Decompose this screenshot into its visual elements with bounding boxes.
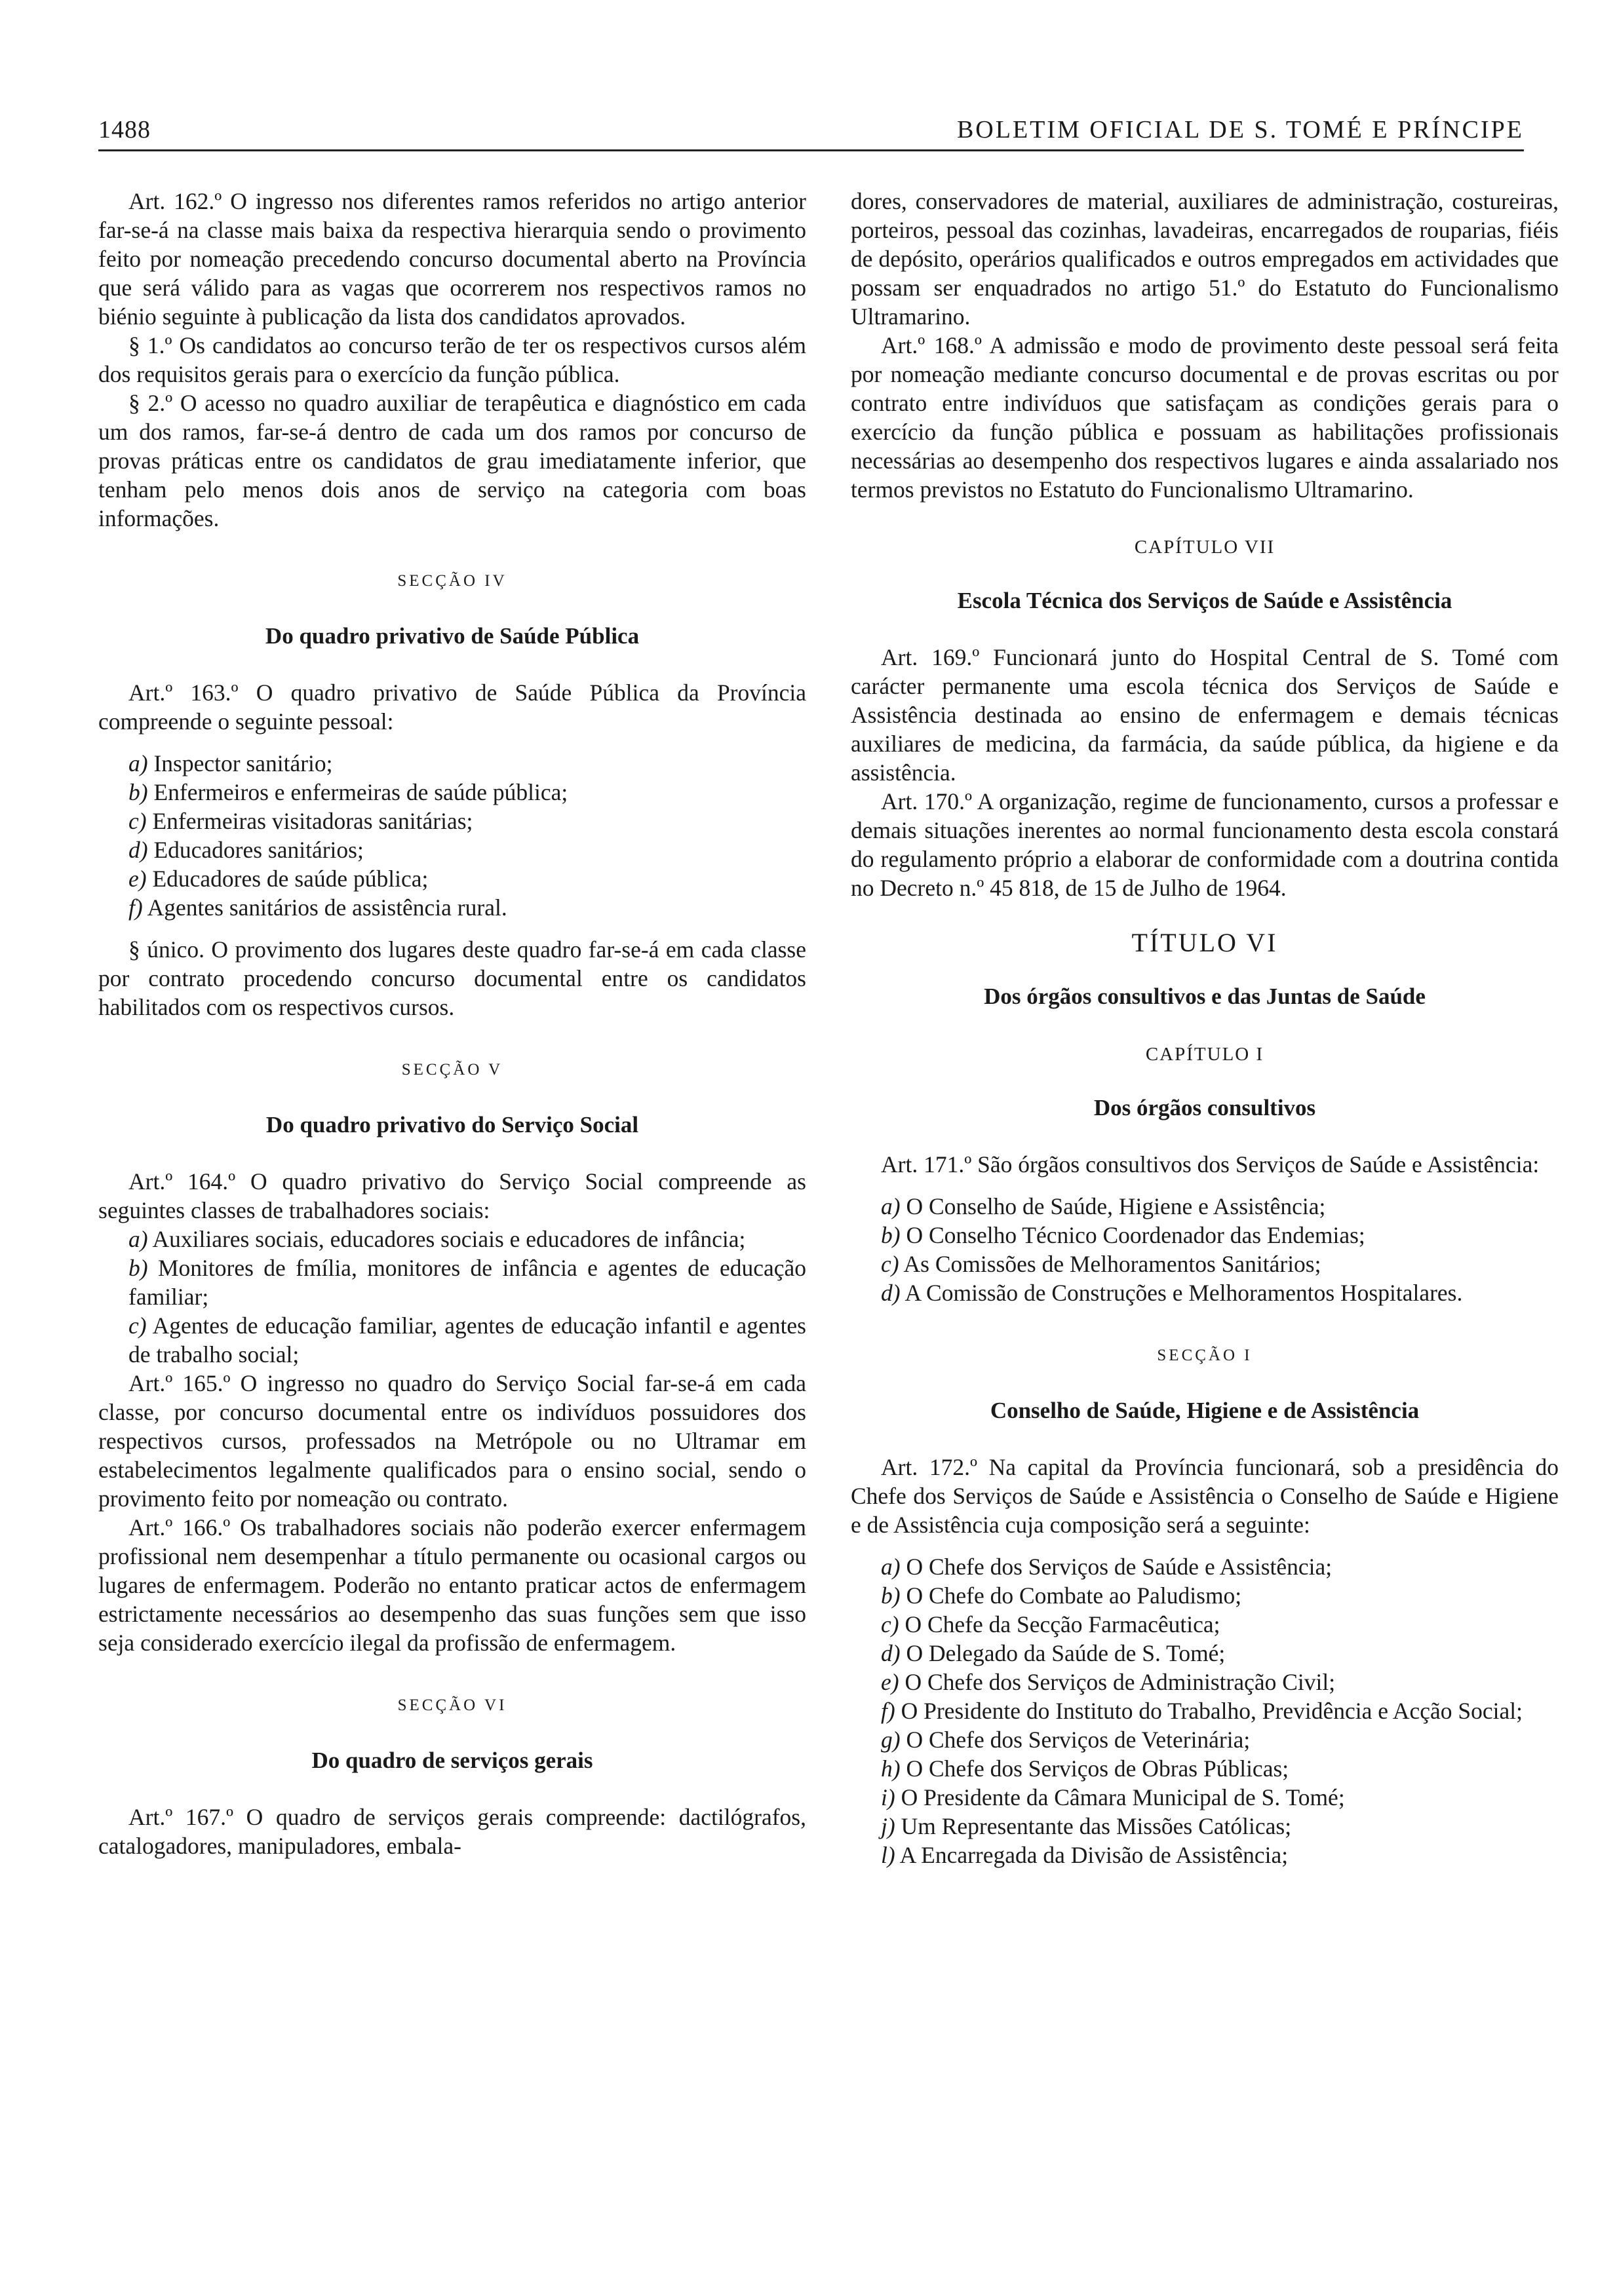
list-letter: d) [128, 837, 148, 863]
list-item [98, 778, 806, 807]
list-text: O Chefe dos Serviços de Administração Civil; [905, 1669, 1336, 1695]
article-166: Art.º 166.º Os trabalhadores sociais não poderão exercer enfermagem profissional nem desempenhar a título permanente ou ocasional cargos ou lugares de enfermagem. Poderão no entanto praticar actos de enfermagem estrictamente necessários ao desempenho das suas funções sem que isso seja considerado exercício ilegal da profissão de enfermagem. [98, 1514, 806, 1656]
list-item [98, 1253, 806, 1311]
list-letter: b) [128, 1255, 148, 1281]
list-text: O Chefe do Combate ao Paludismo; [906, 1582, 1242, 1609]
section-vi-heading: Do quadro de serviços gerais [311, 1748, 593, 1773]
section-v-heading: Do quadro privativo do Serviço Social [265, 1112, 639, 1138]
article-170: Art. 170.º A organização, regime de funcionamento, cursos a professar e demais situações inerentes ao normal funcionamento desta escola constará do regulamento próprio a elaborar de conformidade com a doutrina contida no Decreto n.º 45 818, de 15 de Julho de 1964. [851, 788, 1559, 901]
list-text: Monitores de fmília, monitores de infância e agentes de educação familiar; [128, 1255, 807, 1310]
article-162-paragraph-2: § 2.º O acesso no quadro auxiliar de terapêutica e diagnóstico em cada um dos ramos, far-se-á dentro de cada um dos ramos por concurso de provas práticas entre os candidatos de grau imediatamente inferior, que tenham pelo menos dois anos de serviço na categoria com boas informações. [98, 390, 806, 531]
list-text: Um Representante das Missões Católicas; [901, 1813, 1292, 1839]
list-text: Agentes sanitários de assistência rural. [147, 894, 507, 921]
list-letter: e) [881, 1669, 899, 1695]
list-text: O Chefe da Secção Farmacêutica; [905, 1611, 1220, 1637]
list-text: O Conselho de Saúde, Higiene e Assistência; [906, 1193, 1326, 1219]
article-162: Art. 162.º O ingresso nos diferentes ramos referidos no artigo anterior far-se-á na classe mais baixa da respectiva hierarquia sendo o provimento feito por nomeação precedendo concurso documental aberto na Província que será válido para as vagas que ocorrerem nos respectivos ramos no biénio seguinte à publicação da lista dos candidatos aprovados. [98, 188, 806, 330]
spacer [98, 922, 806, 935]
list-text: O Presidente da Câmara Municipal de S. Tomé; [901, 1784, 1345, 1810]
list-text: As Comissões de Melhoramentos Sanitários; [903, 1251, 1321, 1277]
list-item [98, 864, 806, 893]
list-letter: j) [881, 1813, 895, 1839]
list-item [98, 835, 806, 864]
list-text: Educadores sanitários; [153, 837, 364, 863]
list-letter: d) [881, 1280, 901, 1306]
list-letter: f) [128, 894, 143, 921]
list-letter: h) [881, 1755, 901, 1782]
list-letter: i) [881, 1784, 895, 1810]
section-vi-label: SECÇÃO VI [397, 1696, 507, 1714]
chapter-vii-heading: Escola Técnica dos Serviços de Saúde e Assistência [957, 588, 1452, 613]
list-letter: b) [881, 1222, 901, 1248]
right-column [851, 187, 1559, 1869]
list-text: A Comissão de Construções e Melhoramentos Hospitalares. [905, 1280, 1463, 1306]
spacer [851, 1179, 1559, 1192]
list-text: Enfermeiros e enfermeiras de saúde pública; [153, 779, 568, 805]
list-item [98, 893, 806, 922]
list-text: Inspector sanitário; [153, 750, 333, 776]
section-iv-label: SECÇÃO IV [397, 572, 507, 590]
list-text: Enfermeiras visitadoras sanitárias; [152, 808, 473, 834]
list-item [851, 1725, 1559, 1754]
list-letter: f) [881, 1698, 895, 1724]
list-text: Educadores de saúde pública; [152, 866, 429, 892]
list-item [851, 1668, 1559, 1696]
article-165: Art.º 165.º O ingresso no quadro do Serviço Social far-se-á em cada classe, por concurso documental entre os indivíduos possuidores dos respectivos cursos, professados na Metrópole ou no Ultramar em estabelecimentos legalmente qualificados para o ensino social, sendo o provimento feito por nomeação ou contrato. [98, 1370, 806, 1512]
left-column [98, 187, 806, 1860]
article-169: Art. 169.º Funcionará junto do Hospital Central de S. Tomé com carácter permanente uma escola técnica dos Serviços de Saúde e Assistência destinada ao ensino de enfermagem e demais técnicas auxiliares de medicina, da farmácia, da saúde pública, da higiene e da assistência. [851, 644, 1559, 786]
list-letter: c) [881, 1611, 899, 1637]
section-i-label: SECÇÃO I [1157, 1347, 1253, 1364]
list-text: O Conselho Técnico Coordenador das Endemias; [906, 1222, 1365, 1248]
chapter-vii-label: CAPÍTULO VII [1134, 537, 1275, 558]
article-168: Art.º 168.º A admissão e modo de provimento deste pessoal será feita por nomeação mediante concurso documental e de provas escritas ou por contrato entre indivíduos que satisfaçam as condições gerais para o exercício da função pública e possuam as habilitações profissionais necessárias ao desempenho dos respectivos lugares e ainda assalariado nos termos previstos no Estatuto do Funcionalismo Ultramarino. [851, 332, 1559, 503]
page-header [98, 98, 1524, 144]
chapter-i-label: CAPÍTULO I [1145, 1044, 1264, 1065]
list-item [851, 1610, 1559, 1639]
list-text: O Chefe dos Serviços de Saúde e Assistência; [906, 1554, 1333, 1580]
list-item [851, 1250, 1559, 1278]
list-item [851, 1696, 1559, 1725]
list-item [851, 1639, 1559, 1668]
list-item [851, 1754, 1559, 1783]
list-letter: c) [128, 808, 147, 834]
article-163: Art.º 163.º O quadro privativo de Saúde Pública da Província compreende o seguinte pessoal: [98, 679, 806, 735]
list-item [851, 1812, 1559, 1841]
list-item [98, 807, 806, 835]
list-letter: b) [128, 779, 148, 805]
list-item [851, 1278, 1559, 1307]
section-v-label: SECÇÃO V [401, 1061, 503, 1079]
list-text: Auxiliares sociais, educadores sociais e educadores de infância; [152, 1226, 746, 1252]
header-rule [98, 149, 1524, 151]
article-167-start: Art.º 167.º O quadro de serviços gerais compreende: dactilógrafos, catalogadores, manipuladores, embala- [98, 1804, 806, 1859]
list-item [851, 1552, 1559, 1581]
article-171: Art. 171.º São órgãos consultivos dos Serviços de Saúde e Assistência: [881, 1151, 1540, 1177]
list-letter: b) [881, 1582, 901, 1609]
list-letter: a) [128, 750, 148, 776]
title-vi-heading: Dos órgãos consultivos e das Juntas de Saúde [984, 984, 1426, 1009]
list-item [851, 1221, 1559, 1250]
list-item [98, 1311, 806, 1369]
page-number: 1488 [98, 116, 151, 144]
list-letter: a) [128, 1226, 148, 1252]
list-item [851, 1841, 1559, 1869]
list-text: Agentes de educação familiar, agentes de educação infantil e agentes de trabalho social; [128, 1312, 807, 1368]
list-letter: a) [881, 1554, 901, 1580]
list-item [98, 749, 806, 778]
article-172: Art. 172.º Na capital da Província funcionará, sob a presidência do Chefe dos Serviços de Saúde e Assistência o Conselho de Saúde e Higiene e de Assistência cuja composição será a seguinte: [851, 1454, 1559, 1538]
list-letter: a) [881, 1193, 901, 1219]
list-letter: l) [881, 1842, 895, 1868]
article-164: Art.º 164.º O quadro privativo do Serviço Social compreende as seguintes classes de trabalhadores sociais: [98, 1168, 806, 1223]
section-i-heading: Conselho de Saúde, Higiene e de Assistência [990, 1398, 1420, 1423]
chapter-i-heading: Dos órgãos consultivos [1093, 1095, 1316, 1120]
list-letter: e) [128, 866, 147, 892]
list-item [851, 1581, 1559, 1610]
list-text: O Presidente do Instituto do Trabalho, Previdência e Acção Social; [901, 1698, 1523, 1724]
list-letter: g) [881, 1727, 901, 1753]
list-item [851, 1783, 1559, 1812]
list-item [98, 1225, 806, 1253]
list-letter: d) [881, 1640, 901, 1666]
article-162-paragraph-1: § 1.º Os candidatos ao concurso terão de ter os respectivos cursos além dos requisitos gerais para o exercício da função pública. [98, 332, 806, 387]
list-text: O Delegado da Saúde de S. Tomé; [906, 1640, 1226, 1666]
list-letter: c) [881, 1251, 899, 1277]
article-163-unico: § único. O provimento dos lugares deste quadro far-se-á em cada classe por contrato procedendo concurso documental entre os candidatos habilitados com os respectivos cursos. [98, 936, 806, 1020]
list-item [851, 1192, 1559, 1221]
list-text: O Chefe dos Serviços de Veterinária; [906, 1727, 1251, 1753]
article-163-list [98, 749, 806, 922]
title-vi-label: TÍTULO VI [1131, 928, 1278, 957]
spacer [98, 736, 806, 749]
spacer [851, 1539, 1559, 1552]
publication-title: BOLETIM OFICIAL DE S. TOMÉ E PRÍNCIPE [956, 116, 1524, 144]
list-text: A Encarregada da Divisão de Assistência; [899, 1842, 1289, 1868]
list-letter: c) [128, 1312, 147, 1339]
list-text: O Chefe dos Serviços de Obras Públicas; [906, 1755, 1289, 1782]
article-167-continued: dores, conservadores de material, auxiliares de administração, costureiras, porteiros, pessoal das cozinhas, lavadeiras, encarregados de rouparias, fiéis de depósito, operários qualificados e outros empregados em actividades que possam ser enquadrados no artigo 51.º do Estatuto do Funcionalismo Ultramarino. [851, 188, 1559, 330]
section-iv-heading: Do quadro privativo de Saúde Pública [265, 623, 640, 649]
